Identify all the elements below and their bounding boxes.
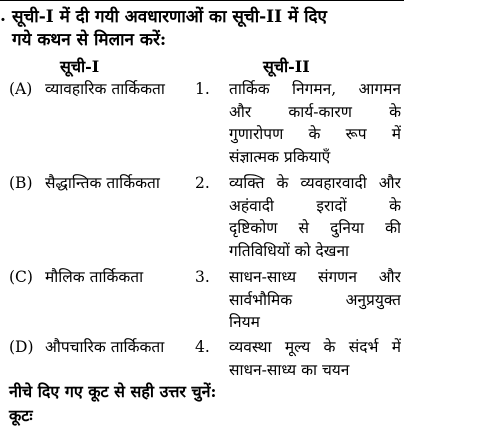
list-2-item-line: व्यवस्था मूल्य के संदर्भ में: [229, 338, 401, 356]
question-text-line-1: सूची-I में दी गयी अवधारणाओं का सूची-II में दिए: [12, 7, 327, 27]
list-2-item-line: साधन-साध्य संगणन और: [229, 268, 401, 286]
list-2-item-line: संज्ञात्मक प्रकियाएँ: [229, 147, 331, 166]
list-1-item: व्यावहारिक तार्किकता: [45, 80, 165, 98]
row-number: 2.: [195, 174, 210, 192]
list-2-item-line: गतिविधियों को देखना: [229, 241, 350, 260]
list-2-item-line: सार्वभौमिक अनुप्रयुक्त: [229, 290, 401, 309]
answer-instruction: नीचे दिए गए कूट से सही उत्तर चुनें:: [9, 382, 217, 401]
list-2-item-line: साधन-साध्य का चयन: [229, 360, 350, 379]
list-1-header: सूची-I: [60, 57, 100, 76]
top-divider: [0, 0, 404, 1]
row-letter: (C): [9, 268, 33, 286]
codes-label: कूटः: [9, 406, 33, 425]
list-2-item: [229, 336, 401, 381]
list-2-item-line: अहंवादी इरादों के: [229, 196, 401, 215]
list-2-item-line: तार्किक निगमन, आगमन: [229, 80, 401, 98]
question-text-line-2: गये कथन से मिलान करें:: [12, 30, 167, 50]
list-2-item-line: और कार्य-कारण के: [229, 102, 401, 121]
list-2-item-line: दृष्टिकोण से दुनिया की: [229, 219, 401, 237]
list-2-item: [229, 266, 401, 334]
list-2-item-line: गुणारोपण के रूप में: [229, 125, 401, 143]
row-number: 4.: [195, 338, 210, 356]
row-letter: (D): [9, 338, 34, 356]
row-letter: (A): [9, 80, 33, 98]
row-letter: (B): [9, 174, 33, 192]
row-number: 1.: [195, 80, 210, 98]
list-2-item-line: नियम: [229, 313, 260, 331]
question-marker: .: [0, 6, 6, 26]
list-1-item: मौलिक तार्किकता: [45, 268, 144, 286]
list-2-item-line: व्यक्ति के व्यवहारवादी और: [229, 174, 401, 192]
list-1-item: औपचारिक तार्किकता: [45, 338, 165, 356]
list-2-item: [229, 78, 401, 168]
list-1-item: सैद्धान्तिक तार्किकता: [45, 174, 160, 192]
row-number: 3.: [195, 268, 210, 286]
list-2-header: सूची-II: [263, 57, 310, 76]
list-2-item: [229, 172, 401, 262]
